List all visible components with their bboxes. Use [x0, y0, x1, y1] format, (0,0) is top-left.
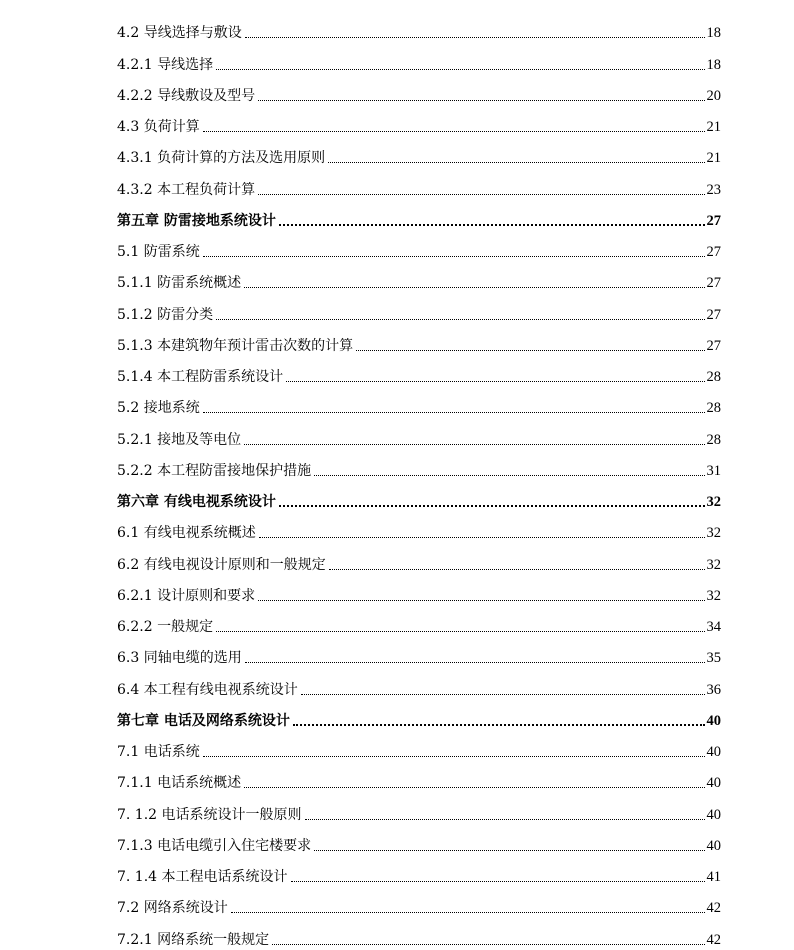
dot-leader: [203, 756, 705, 757]
toc-entry-title: 7.1 电话系统: [117, 744, 200, 760]
dot-leader: [245, 662, 705, 663]
toc-entry-title: 4.3.2 本工程负荷计算: [117, 181, 256, 198]
toc-entry-page: 42: [706, 900, 721, 917]
toc-entry-page: 20: [706, 87, 721, 104]
toc-entry[interactable]: [117, 512, 721, 543]
toc-entry-title: 6.2.1 设计原则和要求: [117, 587, 256, 604]
toc-entry-page: 27: [706, 275, 721, 292]
toc-entry-page: 27: [706, 212, 721, 229]
toc-entry-page: 41: [706, 869, 721, 885]
dot-leader: [301, 694, 705, 695]
toc-entry-title: 5.1.4 本工程防雷系统设计: [117, 369, 284, 385]
toc-entry[interactable]: [117, 887, 721, 918]
dot-leader: [216, 631, 704, 632]
toc-entry[interactable]: [117, 856, 721, 887]
toc-entry-page: 27: [706, 244, 721, 260]
toc-entry[interactable]: [117, 418, 721, 449]
toc-entry[interactable]: [117, 575, 721, 606]
toc-entry-title: 7.1.3 电话电缆引入住宅楼要求: [117, 837, 312, 854]
toc-entry[interactable]: [117, 75, 721, 106]
toc-entry[interactable]: [117, 825, 721, 856]
toc-entry-page: 32: [706, 494, 721, 510]
toc-entry-title: 5.2 接地系统: [117, 400, 200, 417]
toc-entry-title: 5.1.2 防雷分类: [117, 306, 214, 323]
dot-leader: [203, 412, 705, 413]
dot-leader: [272, 944, 704, 945]
toc-entry-page: 32: [706, 587, 721, 604]
toc-entry[interactable]: [117, 356, 721, 387]
toc-entry-title: 7.2 网络系统设计: [117, 900, 228, 917]
toc-entry-page: 40: [706, 775, 721, 792]
toc-entry[interactable]: [117, 293, 721, 324]
toc-entry-title: 4.2.2 导线敷设及型号: [117, 87, 256, 104]
dot-leader: [258, 600, 704, 601]
toc-entry-page: 36: [706, 681, 721, 698]
toc-entry-title: 5.2.2 本工程防雷接地保护措施: [117, 462, 312, 479]
toc-entry[interactable]: [117, 168, 721, 199]
toc-entry[interactable]: [117, 450, 721, 481]
toc-entry-title: 5.1 防雷系统: [117, 244, 200, 260]
toc-entry-page: 32: [706, 556, 721, 573]
toc-entry[interactable]: [117, 12, 721, 43]
toc-entry-title: 4.3 负荷计算: [117, 119, 200, 135]
toc-entry-title: 7.1.1 电话系统概述: [117, 775, 242, 792]
toc-entry-page: 23: [706, 181, 721, 198]
dot-leader: [231, 912, 705, 913]
toc-entry-page: 40: [706, 837, 721, 854]
toc-entry-title: 6.2.2 一般规定: [117, 619, 214, 635]
toc-entry-title: 4.2 导线选择与敷设: [117, 25, 242, 42]
toc-entry-page: 21: [706, 119, 721, 135]
toc-entry[interactable]: [117, 106, 721, 137]
toc-entry[interactable]: [117, 137, 721, 168]
toc-entry-page: 32: [706, 525, 721, 542]
toc-entry-title: 4.3.1 负荷计算的方法及选用原则: [117, 150, 326, 167]
toc-entry-title: 6.4 本工程有线电视系统设计: [117, 681, 298, 698]
toc-entry[interactable]: [117, 668, 721, 699]
toc-entry-page: 35: [706, 650, 721, 667]
toc-entry-title: 6.1 有线电视系统概述: [117, 525, 256, 542]
toc-entry-page: 31: [706, 462, 721, 479]
toc-entry[interactable]: [117, 731, 721, 762]
dot-leader: [258, 194, 704, 195]
dot-leader: [329, 569, 705, 570]
dot-leader: [244, 787, 704, 788]
toc-entry-page: 28: [706, 431, 721, 448]
dot-leader: [279, 505, 705, 507]
toc-entry-title: 5.1.3 本建筑物年预计雷击次数的计算: [117, 337, 354, 354]
toc-entry-title: 4.2.1 导线选择: [117, 56, 214, 73]
toc-chapter-entry[interactable]: [117, 200, 721, 231]
toc-entry-title: 6.3 同轴电缆的选用: [117, 650, 242, 667]
toc-entry-title: 5.1.1 防雷系统概述: [117, 275, 242, 292]
toc-entry-title: 6.2 有线电视设计原则和一般规定: [117, 556, 326, 573]
table-of-contents: [117, 12, 721, 950]
dot-leader: [245, 37, 705, 38]
dot-leader: [244, 444, 704, 445]
dot-leader: [314, 475, 704, 476]
toc-entry-page: 40: [706, 712, 721, 729]
dot-leader: [216, 319, 704, 320]
dot-leader: [305, 819, 705, 820]
dot-leader: [216, 69, 704, 70]
toc-entry-title: 5.2.1 接地及等电位: [117, 431, 242, 448]
toc-entry-page: 40: [706, 806, 721, 823]
dot-leader: [244, 287, 704, 288]
toc-entry[interactable]: [117, 637, 721, 668]
toc-chapter-entry[interactable]: [117, 700, 721, 731]
dot-leader: [356, 350, 704, 351]
toc-entry-title: 7. 1.2 电话系统设计一般原则: [117, 806, 302, 823]
dot-leader: [279, 224, 705, 226]
toc-entry[interactable]: [117, 43, 721, 74]
toc-entry[interactable]: [117, 262, 721, 293]
toc-entry[interactable]: [117, 325, 721, 356]
toc-entry-page: 28: [706, 369, 721, 385]
dot-leader: [314, 850, 704, 851]
toc-entry-page: 27: [706, 337, 721, 354]
toc-entry[interactable]: [117, 793, 721, 824]
toc-entry-page: 42: [706, 931, 721, 948]
toc-entry-page: 18: [706, 25, 721, 42]
toc-entry-title: 第五章 防雷接地系统设计: [117, 212, 276, 229]
toc-entry-page: 28: [706, 400, 721, 417]
dot-leader: [293, 724, 705, 726]
toc-entry-title: 7.2.1 网络系统一般规定: [117, 931, 270, 948]
dot-leader: [203, 256, 705, 257]
toc-entry[interactable]: [117, 918, 721, 949]
toc-entry[interactable]: [117, 762, 721, 793]
toc-entry-page: 34: [706, 619, 721, 635]
dot-leader: [328, 162, 704, 163]
toc-entry[interactable]: [117, 606, 721, 637]
dot-leader: [291, 881, 705, 882]
toc-entry-title: 第六章 有线电视系统设计: [117, 494, 276, 510]
toc-entry-title: 第七章 电话及网络系统设计: [117, 712, 290, 729]
toc-entry-page: 27: [706, 306, 721, 323]
toc-entry-page: 21: [706, 150, 721, 167]
toc-entry-page: 18: [706, 56, 721, 73]
toc-chapter-entry[interactable]: [117, 481, 721, 512]
dot-leader: [258, 100, 704, 101]
toc-entry-page: 40: [706, 744, 721, 760]
toc-entry-title: 7. 1.4 本工程电话系统设计: [117, 869, 288, 885]
dot-leader: [259, 537, 705, 538]
toc-entry[interactable]: [117, 231, 721, 262]
dot-leader: [203, 131, 705, 132]
toc-entry[interactable]: [117, 543, 721, 574]
dot-leader: [286, 381, 704, 382]
toc-entry[interactable]: [117, 387, 721, 418]
